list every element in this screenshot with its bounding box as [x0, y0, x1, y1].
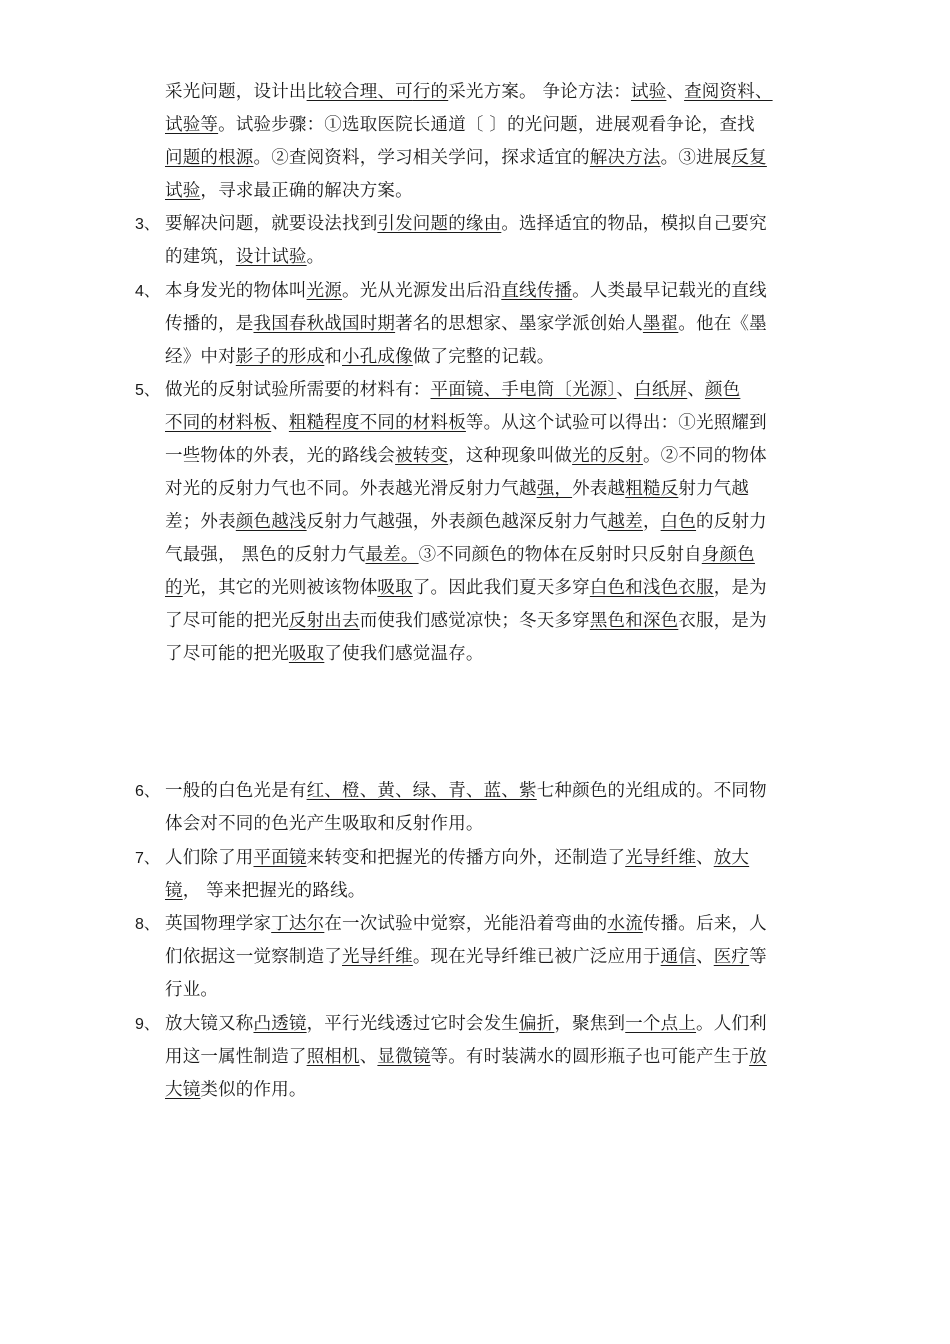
- text-segment: 人们除了用: [165, 848, 254, 868]
- underlined-answer: 白色: [660, 512, 697, 532]
- underlined-answer: 反复: [731, 148, 767, 168]
- text-segment: 。选择适宜的物品，模拟自己要究: [501, 214, 767, 234]
- underlined-answer: 光源: [306, 281, 343, 301]
- paragraph-number: 6、: [135, 783, 160, 800]
- text-segment: 经》中对: [165, 347, 236, 367]
- underlined-answer: 光导纤维: [625, 848, 697, 868]
- underlined-answer: 的: [165, 578, 183, 598]
- paragraph-number: 4、: [135, 283, 160, 300]
- paragraph-number: 7、: [135, 850, 160, 867]
- underlined-answer: 平面镜、手电筒〔光源〕: [430, 380, 617, 400]
- underlined-answer: 白色和浅色衣服: [589, 578, 714, 598]
- text-line: [165, 974, 218, 1007]
- paragraph-number: 3、: [135, 216, 160, 233]
- text-segment: 。②查阅资料，学习相关学问，探求适宜的: [253, 148, 590, 168]
- text-line: [165, 109, 755, 142]
- text-line: [165, 775, 767, 808]
- text-segment: 、: [666, 82, 685, 102]
- text-line: [165, 473, 749, 506]
- underlined-answer: 医疗: [713, 947, 750, 967]
- text-segment: ③不同颜色的物体在反射时只反射自: [418, 545, 702, 565]
- text-line: [165, 638, 484, 671]
- underlined-answer: 显微镜: [377, 1047, 431, 1067]
- text-line: [165, 842, 749, 875]
- text-segment: 们依据这一觉察制造了: [165, 947, 342, 967]
- underlined-answer: 水流: [607, 914, 643, 934]
- underlined-answer: 最差。: [365, 545, 419, 565]
- text-segment: 。他在《墨: [678, 314, 767, 334]
- underlined-answer: 粗糙程度不同的材料板: [288, 413, 466, 433]
- text-segment: 、: [616, 380, 635, 400]
- underlined-answer: 照相机: [306, 1047, 360, 1067]
- text-segment: 对光的反射力气也不同。外表越光滑反射力气越: [165, 479, 537, 499]
- text-segment: 差；外表: [165, 512, 236, 532]
- text-segment: 采光方案。 争论方法：: [448, 82, 631, 102]
- text-segment: 了。因此我们夏天多穿: [412, 578, 590, 598]
- text-segment: ，: [642, 512, 661, 532]
- underlined-answer: 试验: [630, 82, 667, 102]
- text-line: [165, 308, 767, 341]
- underlined-answer: 放: [749, 1047, 767, 1067]
- underlined-answer: 我国春秋战国时期: [253, 314, 396, 334]
- text-line: [165, 142, 767, 175]
- text-segment: 。试验步骤：①选取医院长通道〔 〕的光问题，进展观看争论，查找: [218, 115, 755, 135]
- text-segment: 传播。后来，人: [642, 914, 767, 934]
- underlined-answer: 大镜: [165, 1080, 201, 1100]
- text-segment: 、: [687, 380, 705, 400]
- text-segment: 、: [696, 947, 714, 967]
- underlined-answer: 设计试验: [235, 247, 307, 267]
- text-segment: 的建筑，: [165, 247, 236, 267]
- text-segment: ， 等来把握光的路线。: [182, 881, 366, 901]
- text-line: [165, 605, 767, 638]
- text-segment: ，寻求最正确的解决方案。: [200, 181, 413, 201]
- text-segment: 类似的作用。: [200, 1080, 307, 1100]
- underlined-answer: 行的: [412, 82, 449, 102]
- text-segment: 在一次试验中觉察，光能沿着弯曲的: [324, 914, 608, 934]
- underlined-answer: 平面镜: [253, 848, 307, 868]
- text-segment: 等。有时装满水的圆形瓶子也可能产生于: [430, 1047, 750, 1067]
- text-line: [165, 1008, 767, 1041]
- text-segment: 、: [271, 413, 289, 433]
- text-segment: 著名的思想家、墨家学派创始人: [395, 314, 643, 334]
- text-line: [165, 175, 413, 208]
- underlined-answer: 越差: [607, 512, 643, 532]
- underlined-answer: 丁达尔: [271, 914, 325, 934]
- text-line: [165, 908, 767, 941]
- underlined-answer: 比较合理、可: [306, 82, 413, 102]
- underlined-answer: 吸取: [288, 644, 325, 664]
- underlined-answer: 小孔成像: [342, 347, 413, 367]
- underlined-answer: 光导纤维: [342, 947, 413, 967]
- text-segment: 做光的反射试验所需要的材料有：: [165, 380, 431, 400]
- text-line: [165, 1041, 767, 1074]
- text-line: [165, 506, 767, 539]
- text-segment: 一些物体的外表，光的路线会: [165, 446, 396, 466]
- text-segment: 、: [696, 848, 714, 868]
- text-segment: ，这种现象叫做: [448, 446, 573, 466]
- text-line: [165, 407, 767, 440]
- text-segment: 而使我们感觉凉快；冬天多穿: [359, 611, 590, 631]
- text-line: [165, 875, 365, 908]
- text-segment: 、: [359, 1047, 378, 1067]
- text-segment: 。②不同的物体: [642, 446, 767, 466]
- text-segment: 传播的，是: [165, 314, 254, 334]
- text-segment: 一般的白色光是有: [165, 781, 307, 801]
- text-line: [165, 808, 484, 841]
- underlined-answer: 影子的形成: [235, 347, 325, 367]
- text-segment: 反射力气越强，外表颜色越深反射力气: [306, 512, 608, 532]
- underlined-answer: 反射出去: [288, 611, 360, 631]
- text-segment: 外表越: [572, 479, 626, 499]
- underlined-answer: 颜色: [704, 380, 741, 400]
- underlined-answer: 偏折: [519, 1014, 555, 1034]
- underlined-answer: 被转变: [395, 446, 449, 466]
- text-segment: 。③进展: [660, 148, 732, 168]
- underlined-answer: 问题的根源: [165, 148, 254, 168]
- underlined-answer: 引发问题的缘由: [377, 214, 502, 234]
- underlined-answer: 强，: [536, 479, 573, 499]
- text-line: [165, 208, 767, 241]
- underlined-answer: 试验等: [165, 115, 219, 135]
- text-segment: 了尽可能的把光: [165, 611, 289, 631]
- text-segment: 采光问题，设计出: [165, 82, 307, 102]
- text-segment: 体会对不同的色光产生吸取和反射作用。: [165, 814, 484, 834]
- paragraph-number: 5、: [135, 382, 160, 399]
- text-segment: 光，其它的光则被该物体: [182, 578, 378, 598]
- text-line: [165, 1074, 307, 1107]
- underlined-answer: 红、橙、黄、绿、青、蓝、紫: [306, 781, 537, 801]
- underlined-answer: 吸取: [377, 578, 413, 598]
- underlined-answer: 直线传播: [501, 281, 573, 301]
- underlined-answer: 一个点上: [625, 1014, 697, 1034]
- text-segment: 。人类最早记载光的直线: [572, 281, 767, 301]
- text-segment: 等: [749, 947, 767, 967]
- text-segment: 七种颜色的光组成的。不同物: [536, 781, 767, 801]
- text-segment: 。人们利: [696, 1014, 767, 1034]
- text-line: [165, 374, 740, 407]
- text-line: [165, 941, 767, 974]
- paragraph-number: 8、: [135, 916, 160, 933]
- text-line: [165, 440, 767, 473]
- text-segment: 。现在光导纤维已被广泛应用于: [412, 947, 661, 967]
- text-segment: 放大镜又称: [165, 1014, 254, 1034]
- text-segment: 行业。: [165, 980, 219, 1000]
- underlined-answer: 墨翟: [642, 314, 679, 334]
- text-segment: 来转变和把握光的传播方向外，还制造了: [306, 848, 626, 868]
- text-segment: 和: [324, 347, 343, 367]
- underlined-answer: 黑色和深色: [589, 611, 679, 631]
- underlined-answer: 镜: [165, 881, 183, 901]
- text-segment: 用这一属性制造了: [165, 1047, 307, 1067]
- text-line: [165, 76, 773, 109]
- text-segment: 。光从光源发出后沿: [342, 281, 502, 301]
- underlined-answer: 放大: [713, 848, 750, 868]
- text-segment: ，平行光线透过它时会发生: [306, 1014, 520, 1034]
- underlined-answer: 试验: [165, 181, 201, 201]
- text-segment: 要解决问题，就要设法找到: [165, 214, 378, 234]
- text-segment: 气最强， 黑色的反射力气: [165, 545, 366, 565]
- text-segment: 做了完整的记载。: [412, 347, 555, 367]
- underlined-answer: 通信: [660, 947, 697, 967]
- underlined-answer: 光的反射: [572, 446, 643, 466]
- text-segment: 。: [306, 247, 325, 267]
- underlined-answer: 不同的材料板: [165, 413, 272, 433]
- text-segment: 了尽可能的把光: [165, 644, 289, 664]
- underlined-answer: 凸透镜: [253, 1014, 307, 1034]
- underlined-answer: 查阅资料、: [684, 82, 773, 102]
- underlined-answer: 身颜色: [701, 545, 755, 565]
- underlined-answer: 粗糙反: [625, 479, 679, 499]
- text-line: [165, 241, 324, 274]
- text-segment: 衣服，是为: [678, 611, 767, 631]
- text-segment: ，是为: [713, 578, 767, 598]
- text-line: [165, 572, 767, 605]
- text-line: [165, 539, 755, 572]
- text-segment: 的反射力: [696, 512, 767, 532]
- text-segment: 了使我们感觉温存。: [324, 644, 484, 664]
- text-segment: 英国物理学家: [165, 914, 272, 934]
- text-segment: ，聚焦到: [554, 1014, 626, 1034]
- text-line: [165, 341, 554, 374]
- text-segment: 射力气越: [678, 479, 750, 499]
- text-segment: 等。从这个试验可以得出：①光照耀到: [465, 413, 767, 433]
- text-segment: 本身发光的物体叫: [165, 281, 307, 301]
- underlined-answer: 白纸屏: [634, 380, 688, 400]
- underlined-answer: 颜色越浅: [235, 512, 307, 532]
- underlined-answer: 解决方法: [589, 148, 661, 168]
- paragraph-number: 9、: [135, 1016, 160, 1033]
- text-line: [165, 275, 767, 308]
